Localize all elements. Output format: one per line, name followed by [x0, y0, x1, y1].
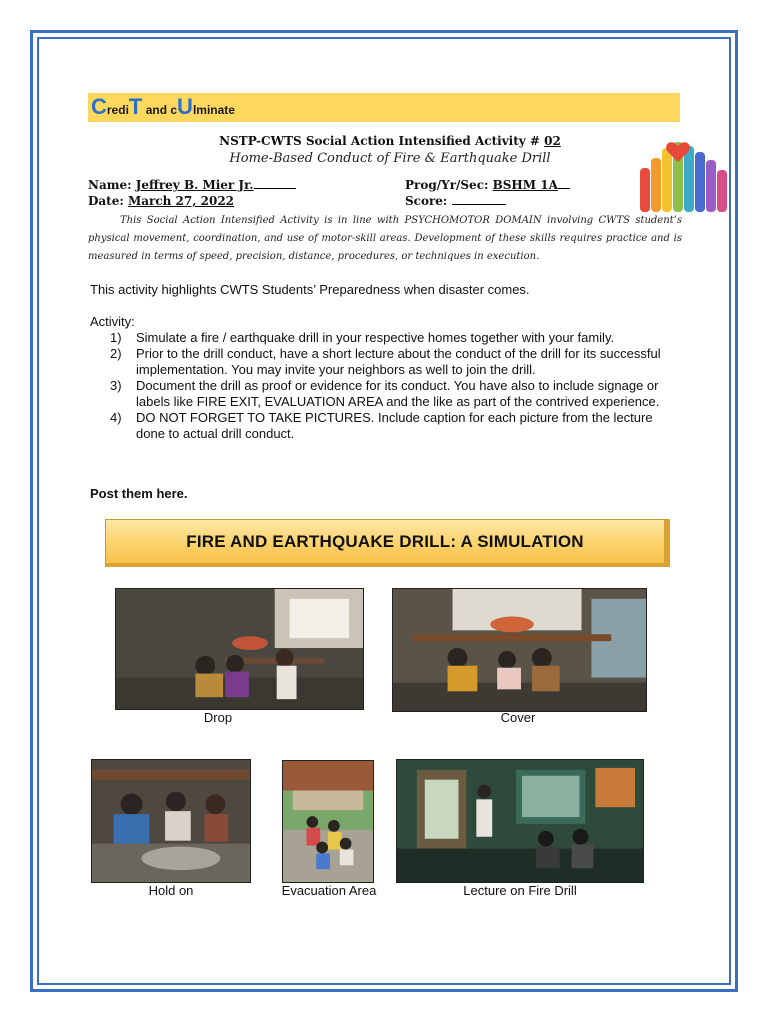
- highlight-text: This activity highlights CWTS Students’ Preparedness when disaster comes.: [90, 282, 530, 297]
- banner-title: CrediT and cUlminate: [91, 94, 235, 119]
- list-item: 1) Simulate a fire / earthquake drill in your respective homes together with your family.: [110, 330, 615, 345]
- post-instruction: Post them here.: [90, 486, 188, 501]
- photo-hold-on: [91, 759, 251, 883]
- date-field: Date: March 27, 2022: [88, 194, 235, 208]
- caption-drop: Drop: [203, 710, 233, 725]
- name-value: Jeffrey B. Mier Jr.: [135, 178, 254, 192]
- activity-subtitle: Home-Based Conduct of Fire & Earthquake Drill: [229, 151, 551, 166]
- simulation-title: FIRE AND EARTHQUAKE DRILL: A SIMULATION: [186, 531, 584, 551]
- intro-paragraph: This Social Action Intensified Activity is in line with PSYCHOMOTOR DOMAIN involving CWTS student’s physical movement, coordination, and use of motor-skill areas. Development of these skills requires practice and is measured in terms of speed, precision, distance, procedures, or techniques in execution.: [88, 215, 682, 262]
- prog-value: BSHM 1A: [492, 178, 558, 192]
- activity-title: NSTP-CWTS Social Action Intensified Activity # 02: [219, 134, 561, 148]
- caption-evacuation-area: Evacuation Area: [281, 883, 377, 898]
- activity-label: Activity:: [90, 314, 135, 329]
- list-item: 3) Document the drill as proof or evidence for its conduct. You have also to include signage or labels like FIRE EXIT, EVALUATION AREA and the like as part of the contrived experience.: [110, 378, 660, 409]
- score-field: Score:: [405, 194, 506, 208]
- caption-cover: Cover: [500, 710, 536, 725]
- name-field: Name: Jeffrey B. Mier Jr.: [88, 178, 296, 192]
- photo-lecture: [396, 759, 644, 883]
- activity-list: [110, 330, 682, 442]
- caption-lecture: Lecture on Fire Drill: [463, 883, 577, 898]
- header-banner: [88, 93, 680, 122]
- photo-drop: [115, 588, 364, 710]
- caption-hold-on: Hold on: [148, 883, 194, 898]
- prog-field: Prog/Yr/Sec: BSHM 1A: [405, 178, 570, 192]
- photo-evacuation-area: [282, 760, 374, 883]
- list-item: 2) Prior to the drill conduct, have a short lecture about the conduct of the drill for its successful implementation. You may invite your neighbors as well to join the drill.: [110, 346, 661, 377]
- raised-hands-logo: [636, 128, 736, 214]
- simulation-banner: [105, 519, 670, 567]
- date-value: March 27, 2022: [127, 194, 235, 208]
- list-item: 4) DO NOT FORGET TO TAKE PICTURES. Include caption for each picture from the lecture done to actual drill conduct.: [110, 410, 653, 441]
- photo-cover: [392, 588, 647, 712]
